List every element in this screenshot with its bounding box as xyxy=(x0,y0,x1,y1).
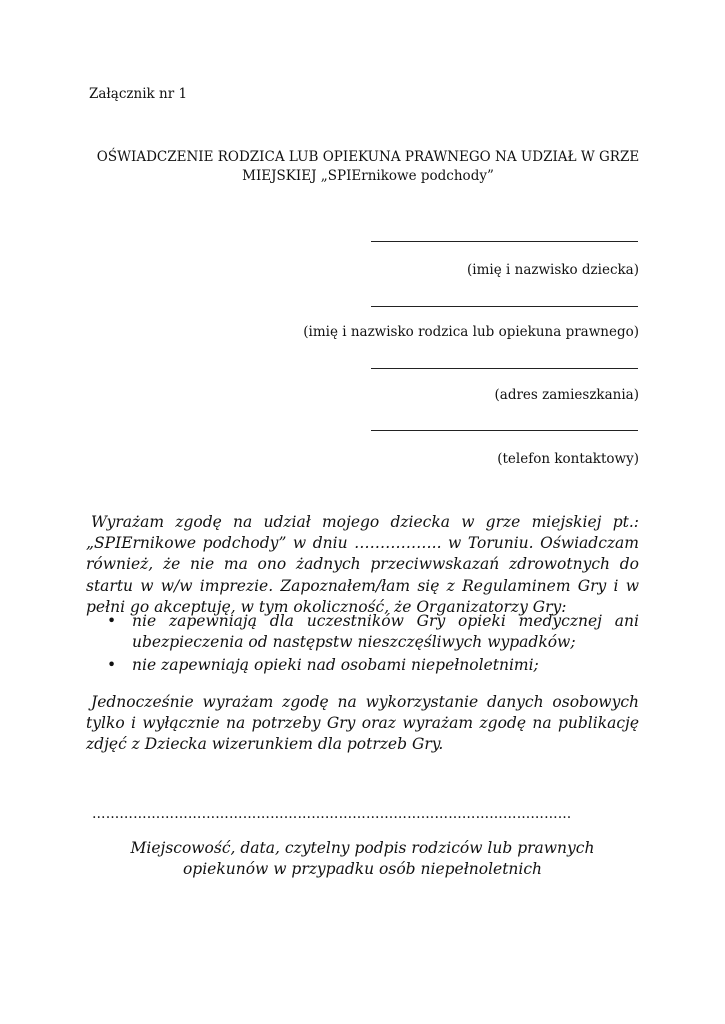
bullet-icon: • xyxy=(107,612,117,630)
data-consent-paragraph: Jednocześnie wyrażam zgodę na wykorzystanie danych osobowych tylko i wyłącznie na potrzeby Gry oraz wyrażam zgodę na publikację zdjęć z Dziecka wizerunkiem dla potrzeb Gry. xyxy=(86,693,639,754)
list-item xyxy=(86,655,639,676)
child-name-caption: (imię i nazwisko dziecka) xyxy=(467,262,639,278)
annex-label: Załącznik nr 1 xyxy=(89,86,188,102)
phone-caption: (telefon kontaktowy) xyxy=(497,451,639,467)
child-name-line xyxy=(371,241,638,242)
parent-name-line xyxy=(371,306,638,307)
signature-dotted-line: …………………………………………………………………………………………… xyxy=(92,806,572,822)
address-caption: (adres zamieszkania) xyxy=(494,387,639,403)
address-line xyxy=(371,368,638,369)
organizer-conditions-list xyxy=(86,611,639,679)
bullet-icon: • xyxy=(107,656,117,675)
list-item xyxy=(86,611,639,653)
title-line-2: MIEJSKIEJ „SPIErnikowe podchody” xyxy=(242,168,494,184)
list-item-text: nie zapewniają opieki nad osobami niepełnoletnimi; xyxy=(132,656,539,675)
list-item-text: nie zapewniają dla uczestników Gry opieki medycznej ani ubezpieczenia od następstw nieszczęśliwych wypadków; xyxy=(132,612,639,652)
consent-paragraph: Wyrażam zgodę na udział mojego dziecka w grze miejskiej pt.: „SPIErnikowe podchody” w dniu …………….. w Toruniu. Oświadczam również, że nie ma ono żadnych przeciwwskazań zdrowotnych do startu w w/w imprezie. Zapoznałem/łam się z Regulaminem Gry i w pełni go akceptuję, w tym okoliczność, że Organizatorzy Gry: xyxy=(86,513,639,616)
parent-name-caption: (imię i nazwisko rodzica lub opiekuna prawnego) xyxy=(303,324,639,340)
title-line-1: OŚWIADCZENIE RODZICA LUB OPIEKUNA PRAWNEGO NA UDZIAŁ W GRZE xyxy=(96,149,640,165)
document-title xyxy=(88,148,648,186)
signature-caption: Miejscowość, data, czytelny podpis rodziców lub prawnych opiekunów w przypadku osób niepełnoletnich xyxy=(130,839,595,878)
phone-line xyxy=(371,430,638,431)
